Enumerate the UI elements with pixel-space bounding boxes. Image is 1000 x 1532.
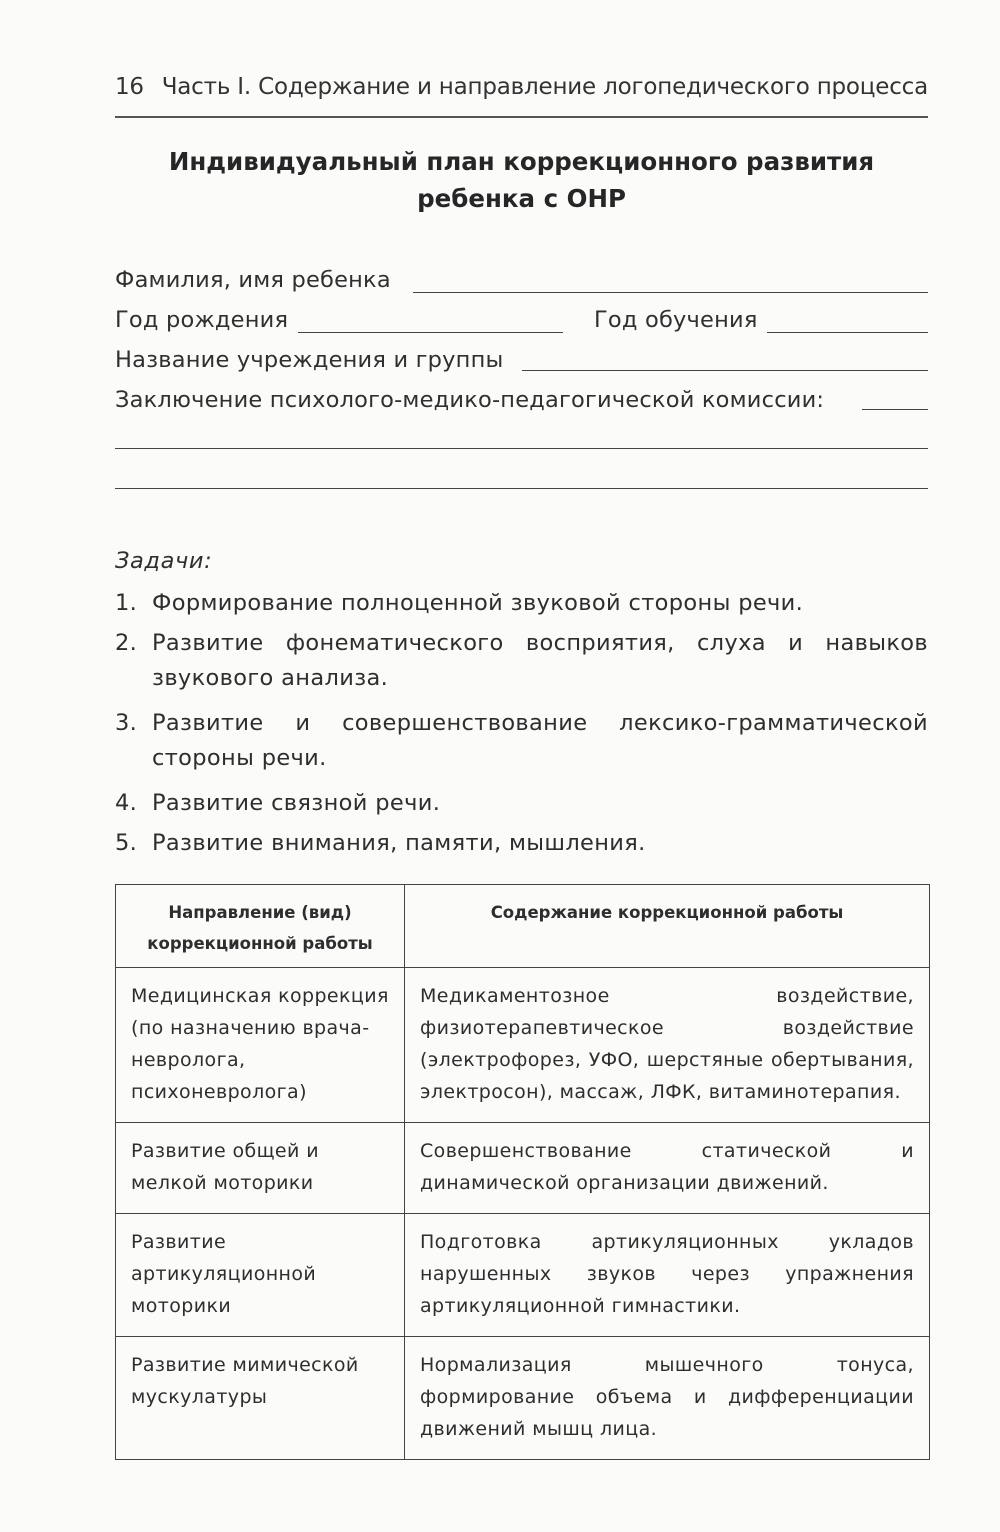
task-item (115, 786, 928, 821)
cell-direction: Развитие общей и мелкой моторики (116, 1123, 405, 1214)
child-name-label: Фамилия, имя ребенка (115, 267, 391, 293)
task-number: 2. (115, 630, 138, 656)
cell-content: Нормализация мышечного тонуса, формирование объема и дифференциации движений мышц лица. (405, 1337, 930, 1460)
cell-content: Подготовка артикуляционных укладов нарушенных звуков через упражнения артикуляционной гимнастики. (405, 1214, 930, 1337)
tasks-heading: Задачи: (115, 548, 213, 574)
page-title (115, 143, 928, 217)
header-rule (115, 116, 928, 118)
table-row (116, 1123, 930, 1214)
task-text: Развитие и совершенствование лексико-грамматической стороны речи. (152, 710, 928, 771)
task-text: Формирование полноценной звуковой стороны речи. (152, 590, 804, 616)
task-text: Развитие фонематического восприятия, слуха и навыков звукового анализа. (152, 630, 928, 691)
conclusion-field (115, 387, 928, 417)
birth-year-blank (298, 332, 563, 333)
birth-year-label: Год рождения (115, 307, 289, 333)
institution-field (115, 347, 928, 377)
table-header-row (116, 885, 930, 968)
task-item (115, 626, 928, 696)
correction-plan-table (115, 884, 930, 1460)
cell-content: Медикаментозное воздействие, физиотерапевтическое воздействие (электрофорез, УФО, шерстяные обертывания, электросон), массаж, ЛФК, витаминотерапия. (405, 968, 930, 1123)
task-item (115, 586, 928, 621)
cell-content: Совершенствование статической и динамической организации движений. (405, 1123, 930, 1214)
running-header (115, 74, 928, 104)
table-row (116, 1337, 930, 1460)
task-item (115, 826, 928, 861)
task-text: Развитие внимания, памяти, мышления. (152, 830, 646, 856)
child-name-blank (413, 292, 928, 293)
title-line-1: Индивидуальный план коррекционного развития (168, 147, 875, 176)
header-content: Содержание коррекционной работы (405, 885, 930, 968)
cell-direction: Развитие мимической мускулатуры (116, 1337, 405, 1460)
table-row (116, 1214, 930, 1337)
study-year-label: Год обучения (594, 307, 758, 333)
cell-direction: Развитие артикуляционной моторики (116, 1214, 405, 1337)
conclusion-blank (862, 409, 928, 410)
title-line-2: ребенка с ОНР (417, 184, 626, 213)
study-year-blank (767, 332, 928, 333)
task-number: 3. (115, 710, 138, 736)
institution-blank (522, 370, 928, 371)
page-number: 16 (115, 74, 144, 100)
task-number: 1. (115, 590, 138, 616)
cell-direction: Медицинская коррекция (по назначению врача-невролога, психоневролога) (116, 968, 405, 1123)
task-number: 5. (115, 830, 138, 856)
task-item (115, 706, 928, 776)
institution-label: Название учреждения и группы (115, 347, 504, 373)
conclusion-line-3 (115, 488, 928, 489)
table-row (116, 968, 930, 1123)
task-text: Развитие связной речи. (152, 790, 441, 816)
running-title: Часть I. Содержание и направление логопедического процесса (161, 74, 928, 100)
header-direction: Направление (вид) коррекционной работы (116, 885, 405, 968)
conclusion-line-2 (115, 448, 928, 449)
conclusion-label: Заключение психолого-медико-педагогической комиссии: (115, 387, 825, 413)
task-number: 4. (115, 790, 138, 816)
